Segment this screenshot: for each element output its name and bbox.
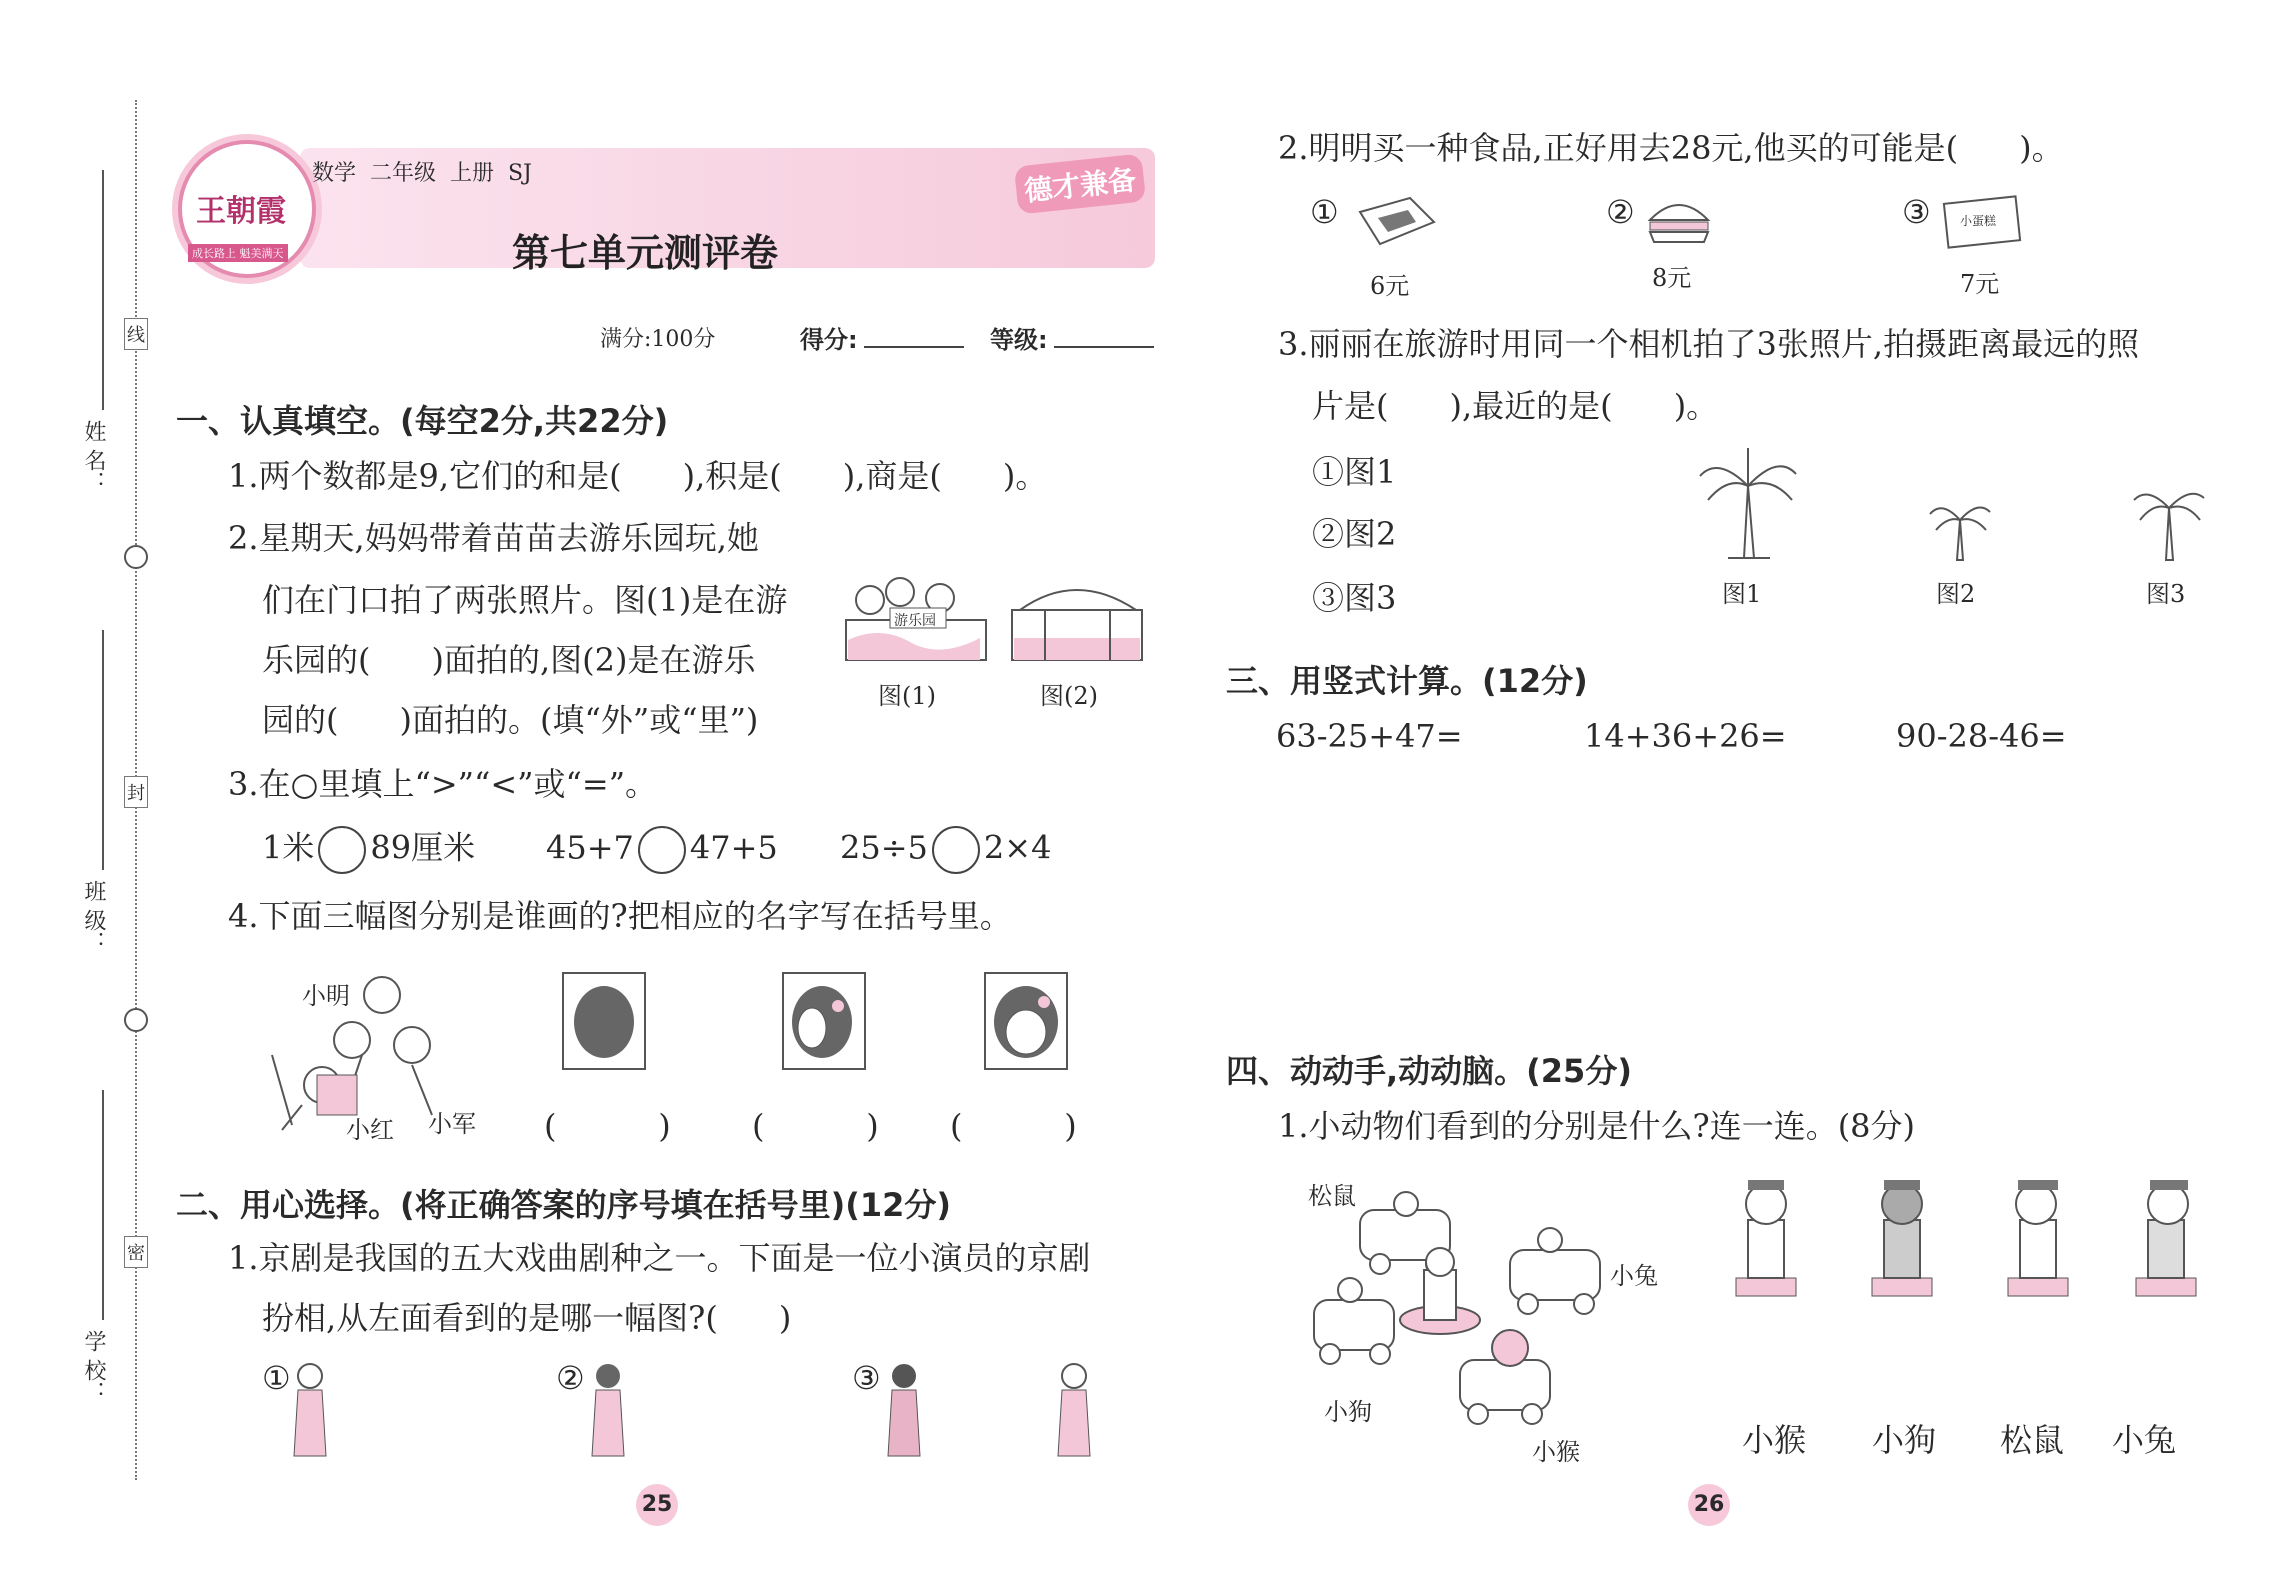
s1-question-4: 4.下面三幅图分别是谁画的?把相应的名字写在括号里。	[228, 897, 1012, 935]
s1-question-2-line-2: 们在门口拍了两张照片。图(1)是在游	[262, 581, 788, 619]
police-figure-side-icon	[1996, 1170, 2080, 1304]
tree-caption-1: 图1	[1722, 580, 1762, 608]
class-label: 班 级：	[81, 880, 106, 953]
score-field[interactable]	[864, 346, 964, 348]
match-name-3[interactable]: 松鼠	[2000, 1421, 2065, 1459]
grade-field[interactable]	[1054, 346, 1154, 348]
compare-left: 25÷5	[840, 828, 928, 867]
cake-box-icon	[1350, 192, 1440, 252]
full-score: 满分:100分	[600, 327, 716, 352]
section1-heading: 一、认真填空。(每空2分,共22分)	[176, 402, 669, 440]
palm-tree-small-icon	[1928, 494, 1992, 564]
school-label: 学 校：	[81, 1330, 106, 1403]
option-3-label: ③	[852, 1359, 881, 1397]
r-question-3-line-2: 片是( ),最近的是( )。	[1312, 387, 1719, 425]
binding-underline-2	[102, 630, 104, 870]
snack-pack-label: 小蛋糕	[1960, 214, 1997, 228]
logo-text: 王朝霞	[196, 194, 286, 229]
park-sign: 游乐园	[894, 613, 936, 629]
compare-item-1	[262, 826, 475, 874]
food-option-2-price: 8元	[1652, 264, 1692, 292]
police-figure-front-icon	[1724, 1170, 1808, 1304]
binding-hole-icon	[124, 545, 148, 569]
scene-label-xiaohou: 小猴	[1532, 1438, 1580, 1466]
compare-item-3	[840, 826, 1051, 874]
compare-item-2	[546, 826, 778, 874]
compare-circle[interactable]	[318, 826, 366, 874]
answer-blank-2[interactable]: ( )	[752, 1107, 879, 1145]
answer-blank-1[interactable]: ( )	[544, 1107, 671, 1145]
opera-actor-back	[884, 1360, 924, 1460]
s1-question-2-line-3: 乐园的( )面拍的,图(2)是在游乐	[262, 641, 756, 679]
s1-question-2-line-4: 园的( )面拍的。(填“外”或“里”)	[262, 701, 759, 739]
tree-caption-3: 图3	[2146, 580, 2186, 608]
match-name-4[interactable]: 小兔	[2112, 1421, 2177, 1459]
page-number-right: 26	[1688, 1484, 1730, 1526]
scene-label-songshu: 松鼠	[1308, 1182, 1356, 1210]
s1-question-3: 3.在○里填上“>”“<”或“=”。	[228, 765, 658, 803]
s2-question-1-line-2: 扮相,从左面看到的是哪一幅图?( )	[262, 1299, 792, 1337]
name-xiaojun: 小军	[428, 1110, 476, 1138]
binding-underline-1	[102, 170, 104, 410]
police-figure-right-icon	[2124, 1170, 2208, 1304]
calc-2: 14+36+26=	[1584, 717, 1787, 755]
compare-right: 47+5	[689, 828, 778, 867]
compare-circle[interactable]	[638, 826, 686, 874]
section4-heading: 四、动动手,动动脑。(25分)	[1226, 1052, 1632, 1090]
portrait-side-view	[782, 972, 866, 1070]
photo-option-1: ①图1	[1312, 453, 1397, 491]
s1-question-2-line-1: 2.星期天,妈妈带着苗苗去游乐园玩,她	[228, 519, 759, 557]
compare-left: 1米	[262, 828, 315, 867]
photo-option-3: ③图3	[1312, 579, 1397, 617]
section3-heading: 三、用竖式计算。(12分)	[1226, 662, 1588, 700]
grade-label: 等级:	[990, 326, 1048, 354]
section2-heading: 二、用心选择。(将正确答案的序号填在括号里)(12分)	[176, 1186, 952, 1224]
r-question-2: 2.明明买一种食品,正好用去28元,他买的可能是( )。	[1278, 129, 2064, 167]
compare-right: 89厘米	[370, 828, 476, 867]
s4-question-1: 1.小动物们看到的分别是什么?连一连。(8分)	[1278, 1107, 1916, 1145]
compare-right: 2×4	[983, 828, 1052, 867]
option-1-label: ①	[262, 1359, 291, 1397]
calc-1: 63-25+47=	[1276, 717, 1463, 755]
hamburger-icon	[1644, 194, 1714, 246]
compare-circle[interactable]	[932, 826, 980, 874]
name-label: 姓 名：	[81, 420, 106, 493]
binding-hole-icon	[124, 1008, 148, 1032]
compare-left: 45+7	[546, 828, 634, 867]
food-option-2-num: ②	[1606, 193, 1635, 231]
subject-line: 数学 二年级 上册 SJ	[312, 161, 532, 186]
food-option-1-num: ①	[1310, 193, 1339, 231]
match-name-1[interactable]: 小猴	[1742, 1421, 1807, 1459]
scene-label-xiaotu: 小兔	[1610, 1262, 1658, 1290]
opera-actor-front	[290, 1360, 330, 1460]
page-title: 第七单元测评卷	[512, 231, 779, 275]
banner-badge: 德才兼备	[1014, 153, 1146, 214]
amusement-park-figures	[840, 570, 1150, 670]
food-option-3-num: ③	[1902, 193, 1931, 231]
portrait-front-view	[984, 972, 1068, 1070]
logo-slogan: 成长路上 魁美满天	[188, 244, 288, 262]
seal-mark-xian: 线	[124, 318, 148, 350]
food-option-3-price: 7元	[1960, 270, 2000, 298]
seal-mark-mi: 密	[124, 1236, 148, 1268]
option-2-label: ②	[556, 1359, 585, 1397]
r-question-3-line-1: 3.丽丽在旅游时用同一个相机拍了3张照片,拍摄距离最远的照	[1278, 325, 2140, 363]
s1-question-1: 1.两个数都是9,它们的和是( ),积是( ),商是( )。	[228, 457, 1048, 495]
palm-tree-large-icon	[1698, 446, 1798, 562]
opera-actor-right	[1054, 1360, 1094, 1460]
police-figure-back-icon	[1860, 1170, 1944, 1304]
page-number-left: 25	[636, 1484, 678, 1526]
scene-label-xiaogou: 小狗	[1324, 1398, 1372, 1426]
calc-work-area[interactable]	[1276, 770, 2206, 1030]
score-label: 得分:	[800, 326, 858, 354]
calc-3: 90-28-46=	[1896, 717, 2067, 755]
tree-caption-2: 图2	[1936, 580, 1976, 608]
name-xiaohong: 小红	[346, 1116, 394, 1144]
seal-mark-feng: 封	[124, 776, 148, 808]
portrait-back-view	[562, 972, 646, 1070]
photo-option-2: ②图2	[1312, 515, 1397, 553]
fig1-caption: 图(1)	[878, 682, 936, 710]
s2-question-1-line-1: 1.京剧是我国的五大戏曲剧种之一。下面是一位小演员的京剧	[228, 1239, 1091, 1277]
answer-blank-3[interactable]: ( )	[950, 1107, 1077, 1145]
opera-actor-left	[588, 1360, 628, 1460]
food-option-1-price: 6元	[1370, 272, 1410, 300]
binding-underline-3	[102, 1090, 104, 1320]
match-name-2[interactable]: 小狗	[1872, 1421, 1937, 1459]
name-xiaoming: 小明	[302, 982, 350, 1010]
fig2-caption: 图(2)	[1040, 682, 1098, 710]
palm-tree-medium-icon	[2132, 478, 2206, 564]
